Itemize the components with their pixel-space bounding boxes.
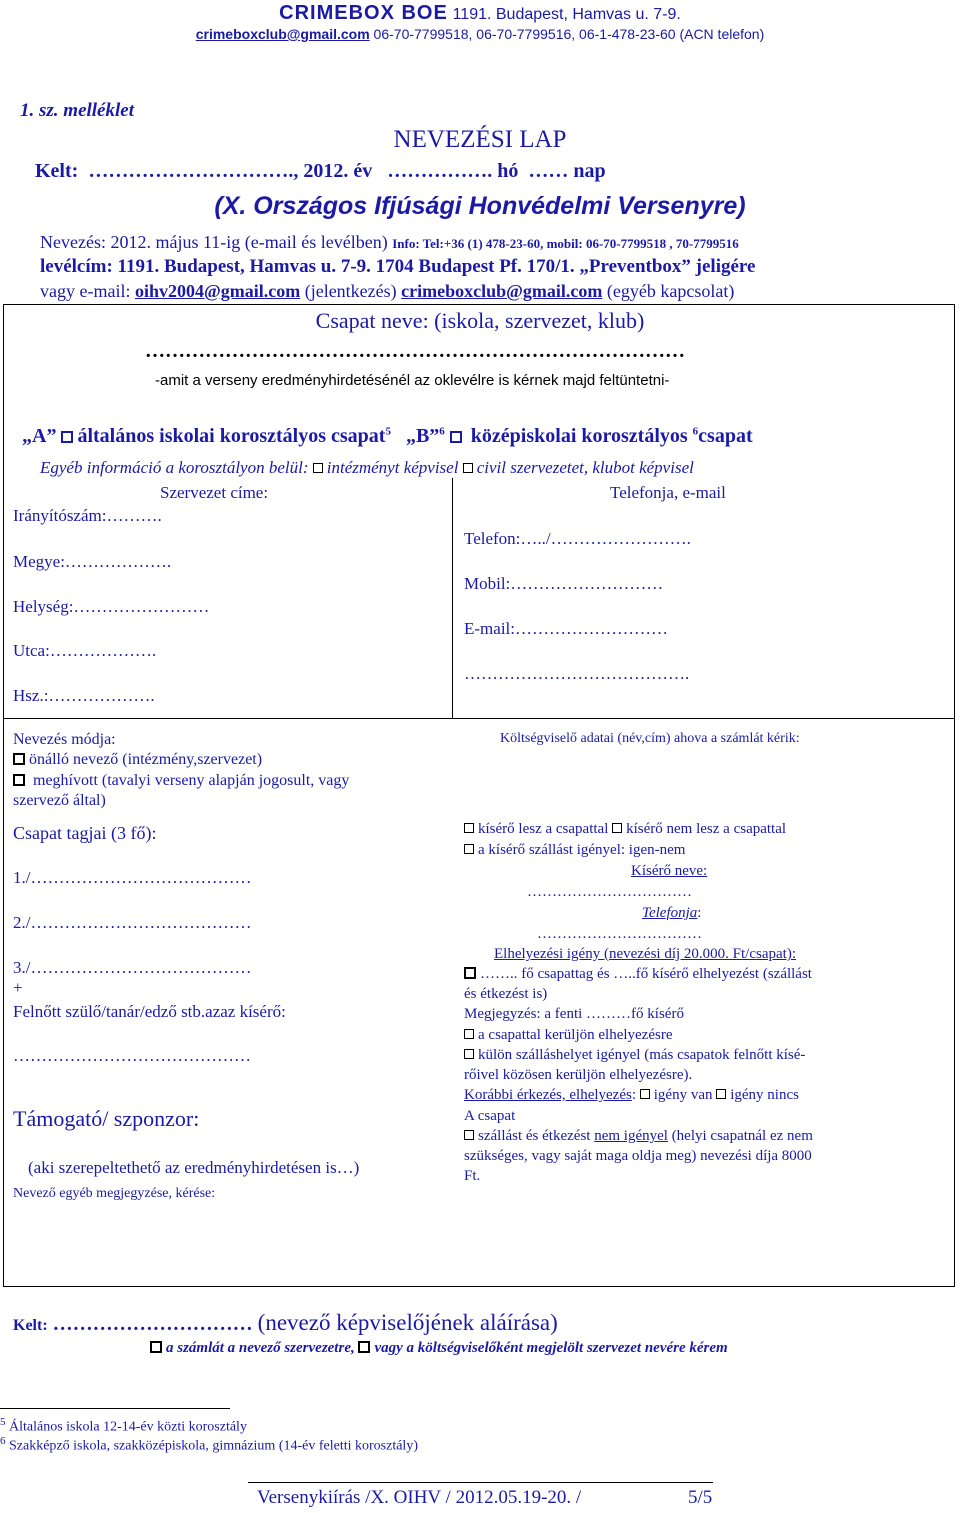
other-info-line <box>40 458 694 478</box>
escort-no-label: kísérő nem lesz a csapattal <box>626 821 787 837</box>
signature-label: (nevező képviselőjének aláírása) <box>257 1310 558 1335</box>
accom-line-1 <box>464 966 812 983</box>
category-a-label: általános iskolai korosztályos csapat <box>77 425 386 447</box>
kelt-label: Kelt: <box>35 160 79 182</box>
other-info-opt2-checkbox[interactable] <box>463 463 473 473</box>
escort-no-checkbox[interactable] <box>612 823 622 833</box>
team-name-dots[interactable]: ……………………………………………………………………… <box>145 340 685 362</box>
invoice-line <box>150 1340 728 1357</box>
header-email[interactable]: crimeboxclub@gmail.com <box>195 26 370 42</box>
page-title: NEVEZÉSI LAP <box>393 126 567 153</box>
deadline-line <box>40 232 739 253</box>
team-accom-text-u: nem igényel <box>594 1128 668 1144</box>
category-b-sup: 6 <box>692 425 699 438</box>
entry-mode-opt2-checkbox[interactable] <box>13 774 25 786</box>
footnote-6-text: Szakképző iskola, szakközépiskola, gimnázium (14-év feletti korosztály) <box>9 1438 418 1454</box>
other-info-opt2: civil szervezetet, klubot képvisel <box>476 458 694 477</box>
header-phones: 06-70-7799518, 06-70-7799516, 06-1-478-23-60 (ACN telefon) <box>373 26 765 42</box>
annex-label: 1. sz. melléklet <box>20 100 134 121</box>
team-accom-text-b: (helyi csapatnál ez nem <box>667 1128 813 1144</box>
org-name: CRIMEBOX BOE <box>279 2 448 24</box>
kelt-year: …………………………., 2012. év <box>88 160 373 182</box>
city-field[interactable]: Helység:…………………… <box>13 597 210 616</box>
section-separator <box>3 718 955 719</box>
category-b-checkbox[interactable] <box>450 431 462 443</box>
early-no-checkbox[interactable] <box>716 1089 726 1099</box>
team-accom-line-1: A csapat <box>464 1108 516 1124</box>
footnote-5-text: Általános iskola 12-14-év közti korosztály <box>9 1419 247 1435</box>
footnote-rule <box>0 1408 230 1409</box>
escort-phone-colon: : <box>697 905 702 921</box>
sponsor-label: Támogató/ szponzor: <box>13 1106 200 1131</box>
other-info-label: Egyéb információ a korosztályon belül: <box>40 458 309 477</box>
remarks-label: Nevező egyéb megjegyzése, kérése: <box>13 1186 216 1201</box>
remarks-area[interactable] <box>10 1206 945 1280</box>
header-line-2 <box>0 26 960 42</box>
team-accom-line-4: Ft. <box>464 1168 481 1184</box>
kelt-day: …… nap <box>528 160 606 182</box>
email-link-1[interactable]: oihv2004@gmail.com <box>134 281 301 301</box>
note-together-checkbox[interactable] <box>464 1029 474 1039</box>
note-line-3 <box>464 1047 805 1064</box>
category-b-prefix: „B” <box>405 425 440 447</box>
house-number-field[interactable]: Hsz.:………………. <box>13 686 155 705</box>
note-line-1: Megjegyzés: a fenti ………fő kísérő <box>464 1006 684 1022</box>
escort-name-field[interactable]: …………………………… <box>527 884 692 900</box>
early-arrival-label: Korábbi érkezés, elhelyezés <box>464 1087 632 1103</box>
deadline-info: Info: Tel:+36 (1) 478-23-60, mobil: 06-70-7799518 , 70-7799516 <box>392 236 739 251</box>
signature-line <box>13 1310 558 1336</box>
invoice-opt1-label: a számlát a nevező szervezetre, <box>166 1340 355 1356</box>
accom-checkbox[interactable] <box>464 967 476 979</box>
note-line-3b: rőivel közösen kerüljön elhelyezésre). <box>464 1067 693 1083</box>
escort-phone-label <box>642 905 701 922</box>
early-arrival-colon: : <box>631 1087 636 1103</box>
kelt-line <box>35 160 606 183</box>
escort-phone-field[interactable]: …………………………… <box>537 926 702 942</box>
member-3-field[interactable]: 3./………………………………… <box>13 958 252 977</box>
entry-mode-opt1-label: önálló nevező (intézmény,szervezet) <box>29 751 263 768</box>
other-info-opt1: intézményt képvisel <box>326 458 459 477</box>
email-field[interactable]: E-mail:……………………… <box>464 619 668 638</box>
column-divider <box>452 478 453 718</box>
entry-mode-opt2-label: meghívott (tavalyi verseny alapján jogosult, vagy <box>33 772 350 789</box>
category-b-suffix: csapat <box>698 425 753 447</box>
escort-line-1 <box>464 821 786 838</box>
member-1-field[interactable]: 1./………………………………… <box>13 868 252 887</box>
accom-line-1b: és étkezést is) <box>464 986 548 1002</box>
org-address-heading: Szervezet címe: <box>160 483 269 502</box>
adult-escort-field[interactable]: …………………………………… <box>13 1046 251 1065</box>
team-accom-text-a: szállást és étkezést <box>478 1128 595 1144</box>
signature-kelt: Kelt: <box>13 1317 48 1334</box>
email-mid: (jelentkezés) <box>300 281 402 301</box>
entry-mode-opt1 <box>13 751 262 769</box>
deadline-main: Nevezés: 2012. május 11-ig (e-mail és levélben) <box>40 232 388 252</box>
footnote-5 <box>0 1416 247 1436</box>
phone-heading: Telefonja, e-mail <box>610 483 726 502</box>
escort-accom-label: a kísérő szállást igényel: igen-nem <box>478 842 686 858</box>
footnote-5-num: 5 <box>0 1416 6 1428</box>
category-b-hint: 6 <box>439 425 445 438</box>
footnote-6-num: 6 <box>0 1435 6 1447</box>
category-a-prefix: „A” <box>22 425 57 447</box>
invoice-opt2-checkbox[interactable] <box>358 1341 370 1353</box>
escort-yes-checkbox[interactable] <box>464 823 474 833</box>
entry-mode-opt1-checkbox[interactable] <box>13 753 25 765</box>
phone-field[interactable]: Telefon:…../……………………. <box>464 529 691 548</box>
other-info-opt1-checkbox[interactable] <box>313 463 323 473</box>
members-label: Csapat tagjai (3 fő): <box>13 823 157 843</box>
entry-mode-label: Nevezés módja: <box>13 731 116 748</box>
escort-yes-label: kísérő lesz a csapattal <box>478 821 609 837</box>
escort-name-label: Kísérő neve: <box>631 863 708 879</box>
entry-mode-opt2 <box>13 772 349 790</box>
footer-page: 5/5 <box>688 1487 713 1508</box>
escort-line-2 <box>464 842 685 859</box>
team-name-note: -amit a verseny eredményhirdetésénél az oklevélre is kérnek majd feltüntetni- <box>155 372 670 389</box>
accom-label: Elhelyezési igény (nevezési díj 20.000. Ft/csapat): <box>494 946 796 962</box>
entry-mode-opt2b: szervező által) <box>13 792 106 809</box>
escort-phone-label-text: Telefonja <box>642 905 698 921</box>
note-separate-checkbox[interactable] <box>464 1049 474 1059</box>
team-accom-line-2 <box>464 1128 813 1145</box>
mail-address: levélcím: 1191. Budapest, Hamvas u. 7-9. 1704 Budapest Pf. 170/1. „Preventbox” jeligére <box>40 256 756 277</box>
team-no-accom-checkbox[interactable] <box>464 1130 474 1140</box>
note-together-label: a csapattal kerüljön elhelyezésre <box>478 1027 673 1043</box>
adult-escort-label: Felnőtt szülő/tanár/edző stb.azaz kísérő: <box>13 1002 286 1021</box>
header-line-1 <box>0 2 960 25</box>
county-field[interactable]: Megye:………………. <box>13 552 172 571</box>
footnote-6 <box>0 1435 418 1455</box>
sponsor-note: (aki szerepeltethető az eredményhirdetésen is…) <box>28 1158 360 1177</box>
competition-name: (X. Országos Ifjúsági Honvédelmi Versenyre) <box>214 192 746 220</box>
email-suffix: (egyéb kapcsolat) <box>602 281 735 301</box>
member-2-field[interactable]: 2./………………………………… <box>13 913 252 932</box>
signature-dots[interactable]: ………………………… <box>52 1313 253 1335</box>
billing-label: Költségviselő adatai (név,cím) ahova a számlát kérik: <box>500 731 800 746</box>
invoice-opt1-checkbox[interactable] <box>150 1341 162 1353</box>
email-prefix: vagy e-mail: <box>40 281 135 301</box>
email-link-2[interactable]: crimeboxclub@gmail.com <box>401 281 603 301</box>
escort-accom-checkbox[interactable] <box>464 844 474 854</box>
zip-field[interactable]: Irányítószám:………. <box>13 506 162 525</box>
team-name-label: Csapat neve: (iskola, szervezet, klub) <box>315 308 645 333</box>
footer-left: Versenykiírás /X. OIHV / 2012.05.19-20. / <box>257 1487 582 1508</box>
invoice-opt2-label: vagy a költségviselőként megjelölt szervezet nevére kérem <box>374 1340 728 1356</box>
header-address: 1191. Budapest, Hamvas u. 7-9. <box>452 6 681 23</box>
accom-line-1-text: …….. fő csapattag és …..fő kísérő elhelyezést (szállást <box>480 966 812 982</box>
kelt-month: ……………. hó <box>387 160 519 182</box>
category-a-sup: 5 <box>385 425 391 438</box>
early-arrival-line <box>464 1087 799 1104</box>
note-line-2 <box>464 1027 672 1044</box>
category-b-label: középiskolai korosztályos <box>470 425 688 447</box>
mobile-field[interactable]: Mobil:……………………… <box>464 574 664 593</box>
footer-rule <box>248 1482 713 1483</box>
category-line <box>22 425 753 448</box>
category-a-checkbox[interactable] <box>61 431 73 443</box>
team-accom-line-3: szükséges, vagy saját maga oldja meg) nevezési díja 8000 <box>464 1148 812 1164</box>
early-yes-checkbox[interactable] <box>640 1089 650 1099</box>
street-field[interactable]: Utca:………………. <box>13 641 157 660</box>
early-yes-label: igény van <box>653 1087 713 1103</box>
early-no-label: igény nincs <box>730 1087 799 1103</box>
email-extra-field[interactable]: …………………………………. <box>464 664 690 683</box>
email-line <box>40 281 734 302</box>
members-plus: + <box>13 978 23 997</box>
note-separate-label: külön szálláshelyet igényel (más csapatok felnőtt kísé- <box>478 1047 806 1063</box>
